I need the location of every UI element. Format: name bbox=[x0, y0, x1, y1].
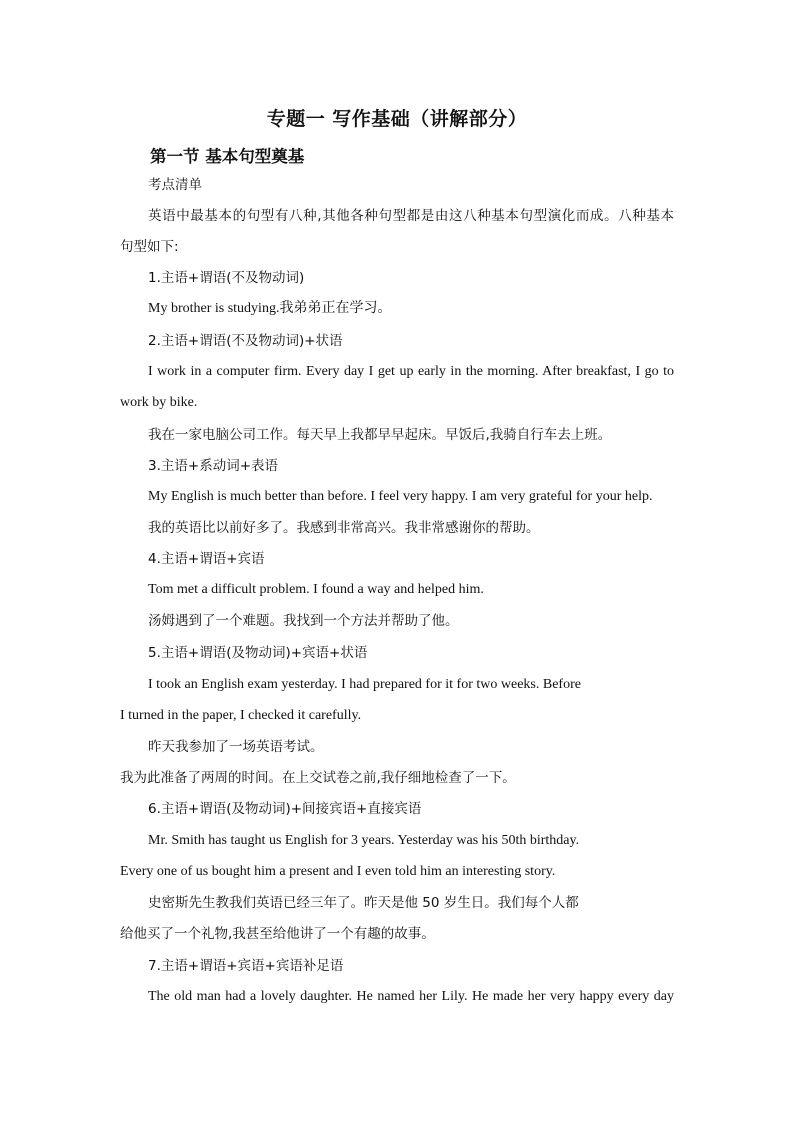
page-title: 专题一 写作基础（讲解部分） bbox=[266, 108, 528, 130]
pattern-4-example: Tom met a difficult problem. I found a way and helped him. bbox=[148, 582, 484, 597]
intro-text-line-2: 句型如下: bbox=[120, 239, 179, 255]
pattern-5-example-line-1: I took an English exam yesterday. I had prepared for it for two weeks. Before bbox=[148, 677, 581, 692]
pattern-3-heading: 3.主语+系动词+表语 bbox=[148, 458, 279, 474]
pattern-2-example-line-1: I work in a computer firm. Every day I get up early in the morning. After breakfast, I go to bbox=[148, 364, 674, 379]
pattern-6-example-line-1: Mr. Smith has taught us English for 3 years. Yesterday was his 50th birthday. bbox=[148, 833, 580, 848]
pattern-5-heading: 5.主语+谓语(及物动词)+宾语+状语 bbox=[148, 645, 368, 661]
pattern-6-example-line-2: Every one of us bought him a present and I even told him an interesting story. bbox=[120, 864, 556, 879]
pattern-2-heading: 2.主语+谓语(不及物动词)+状语 bbox=[148, 333, 343, 349]
section-heading: 第一节 基本句型奠基 bbox=[150, 147, 305, 166]
intro-text-line-1: 英语中最基本的句型有八种,其他各种句型都是由这八种基本句型演化而成。八种基本 bbox=[148, 208, 674, 224]
pattern-2-translation: 我在一家电脑公司工作。每天早上我都早早起床。早饭后,我骑自行车去上班。 bbox=[148, 427, 612, 443]
pattern-5-translation-line-1: 昨天我参加了一场英语考试。 bbox=[148, 739, 324, 755]
pattern-1-heading: 1.主语+谓语(不及物动词) bbox=[148, 270, 305, 286]
pattern-7-heading: 7.主语+谓语+宾语+宾语补足语 bbox=[148, 958, 344, 974]
pattern-6-translation-line-2: 给他买了一个礼物,我甚至给他讲了一个有趣的故事。 bbox=[120, 926, 435, 942]
pattern-6-heading: 6.主语+谓语(及物动词)+间接宾语+直接宾语 bbox=[148, 801, 422, 817]
pattern-5-translation-line-2: 我为此准备了两周的时间。在上交试卷之前,我仔细地检查了一下。 bbox=[120, 770, 516, 786]
pattern-7-example-line-1: The old man had a lovely daughter. He named her Lily. He made her very happy every day bbox=[148, 989, 674, 1004]
checklist-label: 考点清单 bbox=[148, 177, 202, 193]
pattern-5-example-line-2: I turned in the paper, I checked it carefully. bbox=[120, 708, 362, 723]
pattern-6-translation-line-1: 史密斯先生教我们英语已经三年了。昨天是他 50 岁生日。我们每个人都 bbox=[148, 895, 579, 911]
pattern-4-translation: 汤姆遇到了一个难题。我找到一个方法并帮助了他。 bbox=[148, 613, 459, 629]
pattern-3-example: My English is much better than before. I feel very happy. I am very grateful for your help. bbox=[148, 489, 653, 504]
pattern-3-translation: 我的英语比以前好多了。我感到非常高兴。我非常感谢你的帮助。 bbox=[148, 520, 540, 536]
pattern-4-heading: 4.主语+谓语+宾语 bbox=[148, 551, 265, 567]
pattern-1-example: My brother is studying.我弟弟正在学习。 bbox=[148, 301, 392, 316]
pattern-2-example-line-2: work by bike. bbox=[120, 395, 198, 410]
